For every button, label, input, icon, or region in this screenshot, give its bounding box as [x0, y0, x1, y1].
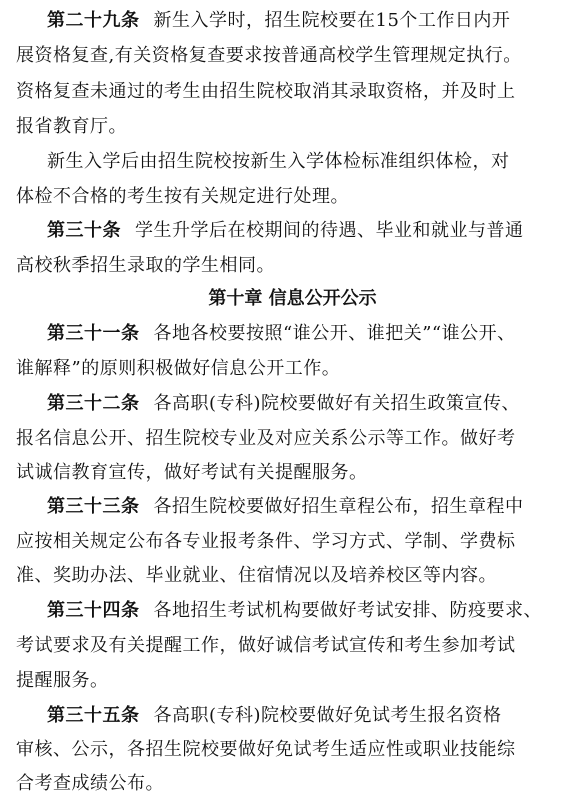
- article-35-line-3: 合考查成绩公布。: [16, 773, 164, 794]
- article-29-title: 第二十九条: [47, 10, 140, 31]
- article-33-title: 第三十三条: [47, 496, 140, 517]
- article-29b-line-2: 体检不合格的考生按有关规定进行处理。: [16, 186, 349, 207]
- article-34-text-1: 各地招生考试机构要做好考试安排、防疫要求、: [153, 600, 542, 621]
- article-34-title: 第三十四条: [47, 600, 140, 621]
- article-33-line-3: 准、奖助办法、毕业就业、住宿情况以及培养校区等内容。: [16, 565, 497, 586]
- article-34-line-2: 考试要求及有关提醒工作，做好诚信考试宣传和考生参加考试: [16, 635, 516, 656]
- article-32-line-1: [47, 392, 520, 416]
- article-29-line-2: 展资格复查,有关资格复查要求按普通高校学生管理规定执行。: [16, 45, 522, 66]
- article-32-title: 第三十二条: [47, 393, 140, 414]
- article-31-line-2: 谁解释”的原则积极做好信息公开工作。: [16, 358, 341, 379]
- article-34-line-1: [47, 599, 542, 623]
- article-35-title: 第三十五条: [47, 705, 140, 726]
- article-29-text-1: 新生入学时，招生院校要在15个工作日内开: [153, 10, 511, 31]
- article-34-line-3: 提醒服务。: [16, 670, 109, 691]
- article-32-line-3: 试诚信教育宣传，做好考试有关提醒服务。: [16, 462, 368, 483]
- article-30-line-2: 高校秋季招生录取的学生相同。: [16, 255, 275, 276]
- article-30-line-1: [47, 219, 524, 243]
- article-29-line-4: 报省教育厅。: [16, 116, 127, 137]
- article-35-line-1: [47, 704, 502, 728]
- article-30-title: 第三十条: [47, 220, 121, 241]
- article-29-line-3: 资格复查未通过的考生由招生院校取消其录取资格，并及时上: [16, 81, 516, 102]
- article-33-text-1: 各招生院校要做好招生章程公布，招生章程中: [153, 496, 524, 517]
- article-33-line-1: [47, 495, 524, 519]
- article-29b-line-1: 新生入学后由招生院校按新生入学体检标准组织体检，对: [47, 151, 510, 172]
- chapter-heading: 第十章 信息公开公示: [208, 288, 377, 309]
- article-31-title: 第三十一条: [47, 323, 140, 344]
- article-31-text-1: 各地各校要按照“谁公开、谁把关”“谁公开、: [153, 323, 516, 344]
- article-29-line-1: [47, 9, 510, 33]
- article-32-line-2: 报名信息公开、招生院校专业及对应关系公示等工作。做好考: [16, 428, 516, 449]
- article-35-text-1: 各高职(专科)院校要做好免试考生报名资格: [153, 705, 502, 726]
- article-31-line-1: [47, 322, 516, 346]
- article-30-text-1: 学生升学后在校期间的待遇、毕业和就业与普通: [135, 220, 524, 241]
- article-35-line-2: 审核、公示，各招生院校要做好免试考生适应性或职业技能综: [16, 739, 516, 760]
- article-32-text-1: 各高职(专科)院校要做好有关招生政策宣传、: [153, 393, 521, 414]
- article-33-line-2: 应按相关规定公布各专业报考条件、学习方式、学制、学费标: [16, 531, 516, 552]
